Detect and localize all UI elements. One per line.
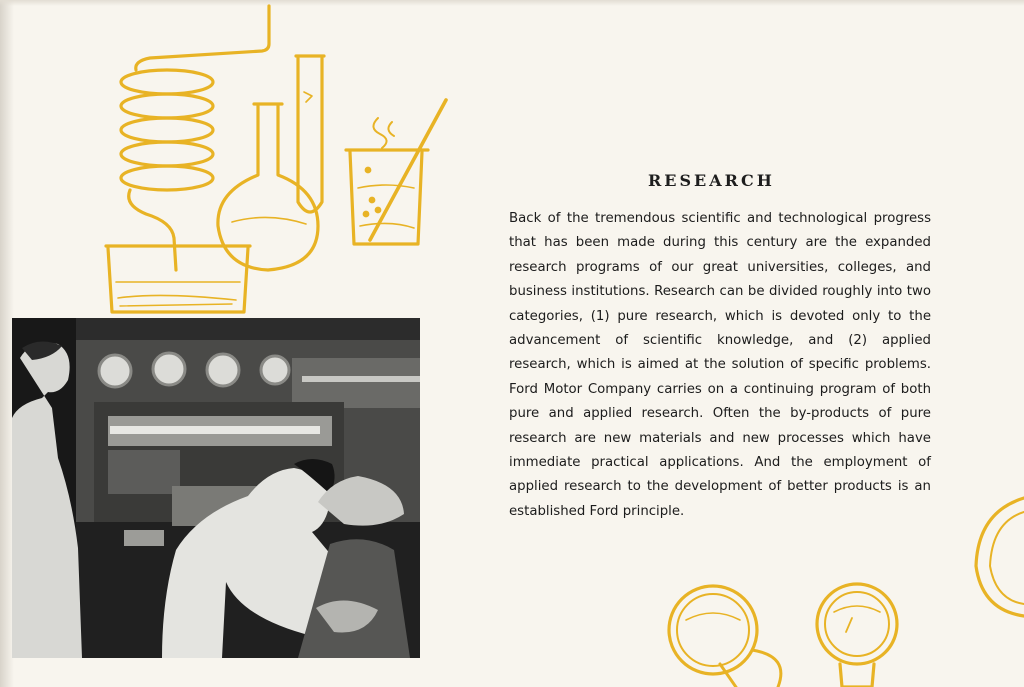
- laboratory-photo: [12, 318, 420, 658]
- research-paragraph: Back of the tremendous scientific and technological progress that has been made during this century are the expanded research programs of our great universities, colleges, and business institutions. Research can be divided roughly into two categories, (1) pure research, which is devoted only to the advancement of scientific knowledge, and (2) applied research, which is aimed at the solution of specific problems. Ford Motor Company carries on a continuing program of both pure and applied research. Often the by-products of pure research are new materials and new processes which have immediate practical applications. And the employment of applied research to the development of better products is an established Ford principle.: [509, 211, 931, 519]
- coil-condenser-icon: [121, 6, 269, 270]
- dish-icon: [106, 246, 250, 312]
- page-title: RESEARCH: [648, 171, 775, 190]
- beaker-with-rod-icon: [346, 100, 446, 244]
- gauge-icon: [669, 498, 1024, 687]
- laboratory-photo-image: [12, 318, 420, 658]
